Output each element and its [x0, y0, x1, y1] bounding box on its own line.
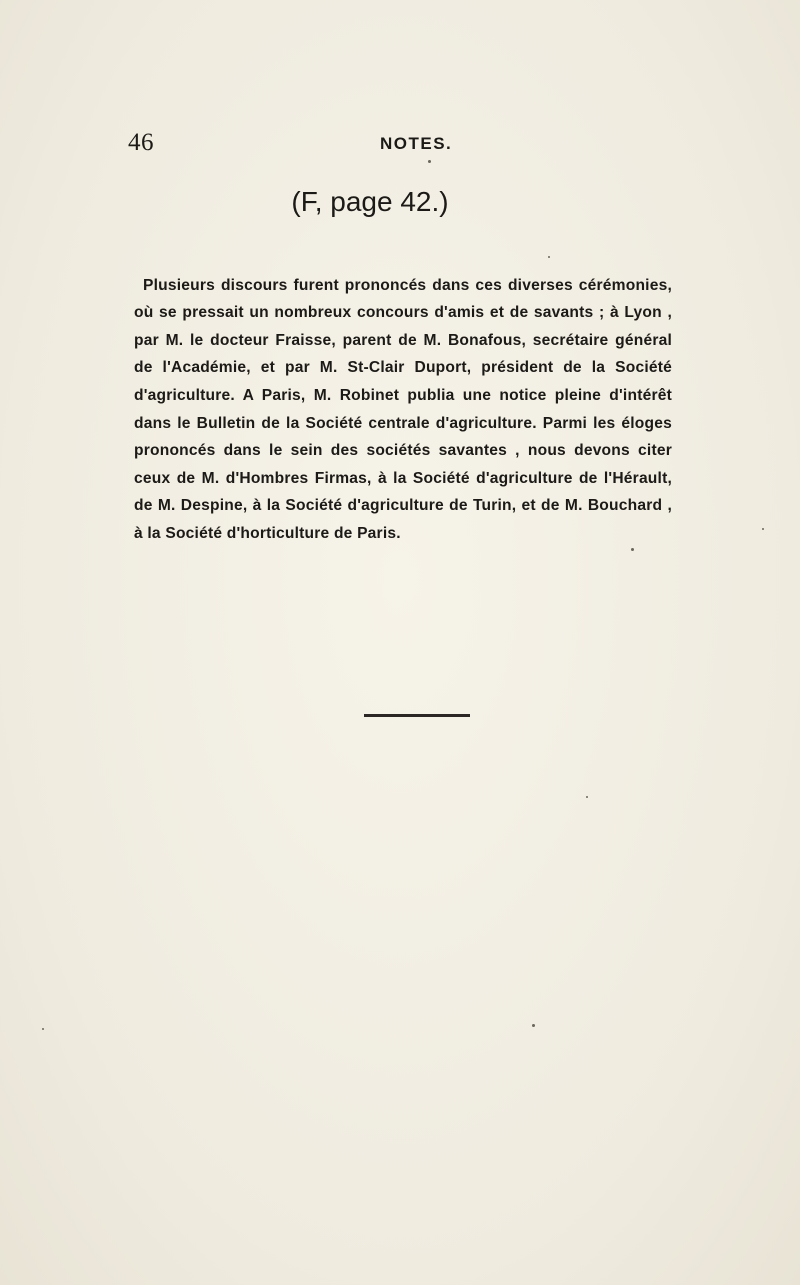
note-paragraph: Plusieurs discours furent prononcés dans ces diverses cérémonies, où se pressait un nombreux concours d'amis et de savants ; à Lyon , par M. le docteur Fraisse, parent de M. Bonafous, secrétaire général de l'Académie, et par M. St-Clair Duport, président de la Société d'agriculture. A Paris, M. Robinet publia une notice pleine d'intérêt dans le Bulletin de la Société centrale d'agriculture. Parmi les éloges prononcés dans le sein des sociétés savantes , nous devons citer ceux de M. d'Hombres Firmas, à la Société d'agriculture de l'Hérault, de M. Despine, à la Société d'agriculture de Turin, et de M. Bouchard , à la Société d'horticulture de Paris. [134, 276, 672, 542]
page-number: 46 [128, 129, 154, 156]
note-heading: (F, page 42.) [291, 186, 449, 217]
paper-speck [42, 1028, 44, 1030]
paper-speck [762, 528, 764, 530]
paper-speck [631, 548, 634, 551]
paper-speck [586, 796, 588, 798]
running-head: NOTES. [380, 134, 453, 153]
section-divider-rule [364, 714, 470, 717]
paper-speck [428, 160, 431, 163]
paper-speck [548, 256, 550, 258]
paper-speck [532, 1024, 535, 1027]
